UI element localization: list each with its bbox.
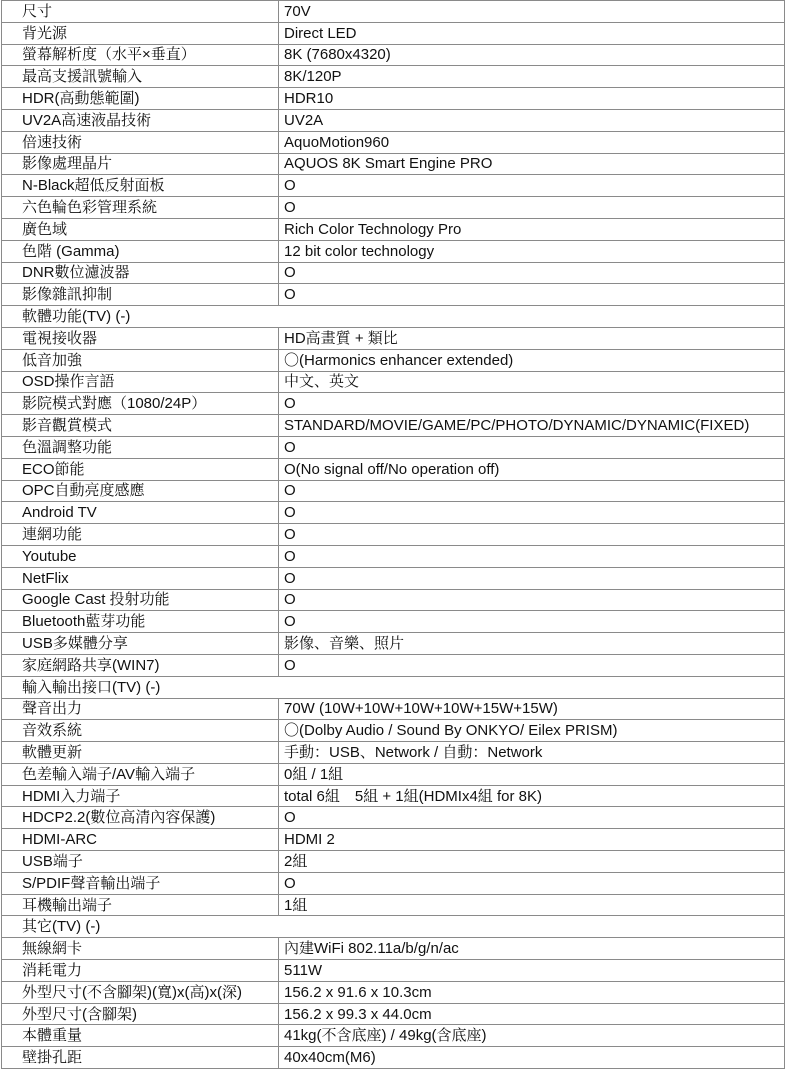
spec-name: 家庭網路共享(WIN7) <box>2 654 279 676</box>
spec-value: O(No signal off/No operation off) <box>279 458 785 480</box>
spec-name: 軟體更新 <box>2 742 279 764</box>
spec-value: O <box>279 807 785 829</box>
spec-value: 影像、音樂、照片 <box>279 633 785 655</box>
spec-value: AQUOS 8K Smart Engine PRO <box>279 153 785 175</box>
spec-name: HDCP2.2(數位高清內容保護) <box>2 807 279 829</box>
spec-name: USB多媒體分享 <box>2 633 279 655</box>
spec-value: 511W <box>279 960 785 982</box>
spec-name: 外型尺寸(不含腳架)(寬)x(高)x(深) <box>2 981 279 1003</box>
spec-row <box>2 894 785 916</box>
spec-row <box>2 633 785 655</box>
spec-name: 音效系統 <box>2 720 279 742</box>
spec-value: 2組 <box>279 851 785 873</box>
spec-row <box>2 22 785 44</box>
spec-name: 外型尺寸(含腳架) <box>2 1003 279 1025</box>
spec-value: 8K (7680x4320) <box>279 44 785 66</box>
spec-value: O <box>279 872 785 894</box>
spec-name: 影像處理晶片 <box>2 153 279 175</box>
spec-name: 倍速技術 <box>2 131 279 153</box>
spec-row <box>2 807 785 829</box>
spec-row <box>2 88 785 110</box>
spec-value: 手動：USB、Network / 自動：Network <box>279 742 785 764</box>
spec-value: O <box>279 262 785 284</box>
spec-value: 70W (10W+10W+10W+10W+15W+15W) <box>279 698 785 720</box>
spec-row <box>2 284 785 306</box>
spec-row <box>2 1047 785 1069</box>
spec-row <box>2 567 785 589</box>
spec-name: 低音加強 <box>2 349 279 371</box>
spec-value: O <box>279 567 785 589</box>
spec-name: 色階 (Gamma) <box>2 240 279 262</box>
spec-name: 無線網卡 <box>2 938 279 960</box>
section-header-row <box>2 676 785 698</box>
spec-value: O <box>279 611 785 633</box>
spec-value: 〇(Harmonics enhancer extended) <box>279 349 785 371</box>
spec-name: OSD操作言語 <box>2 371 279 393</box>
spec-row <box>2 371 785 393</box>
spec-row <box>2 654 785 676</box>
section-title: 軟體功能(TV) (-) <box>2 306 785 328</box>
section-header-row <box>2 916 785 938</box>
spec-name: 消耗電力 <box>2 960 279 982</box>
spec-name: HDMI入力端子 <box>2 785 279 807</box>
spec-name: Google Cast 投射功能 <box>2 589 279 611</box>
spec-row <box>2 502 785 524</box>
spec-row <box>2 349 785 371</box>
spec-name: 螢幕解析度（水平×垂直） <box>2 44 279 66</box>
spec-name: 廣色域 <box>2 218 279 240</box>
spec-value: O <box>279 502 785 524</box>
spec-value: O <box>279 654 785 676</box>
spec-name: 尺寸 <box>2 1 279 23</box>
spec-value: 內建WiFi 802.11a/b/g/n/ac <box>279 938 785 960</box>
spec-row <box>2 872 785 894</box>
spec-value: 41kg(不含底座) / 49kg(含底座) <box>279 1025 785 1047</box>
spec-row <box>2 197 785 219</box>
spec-name: 耳機輸出端子 <box>2 894 279 916</box>
spec-row <box>2 698 785 720</box>
spec-name: N-Black超低反射面板 <box>2 175 279 197</box>
spec-table-body <box>2 1 785 1069</box>
spec-value: O <box>279 589 785 611</box>
spec-value: Direct LED <box>279 22 785 44</box>
spec-row <box>2 829 785 851</box>
spec-row <box>2 589 785 611</box>
section-header-row <box>2 306 785 328</box>
spec-row <box>2 218 785 240</box>
spec-value: UV2A <box>279 109 785 131</box>
spec-value: O <box>279 197 785 219</box>
spec-row <box>2 763 785 785</box>
spec-name: Android TV <box>2 502 279 524</box>
spec-row <box>2 131 785 153</box>
spec-name: 聲音出力 <box>2 698 279 720</box>
spec-row <box>2 1003 785 1025</box>
spec-name: HDR(高動態範圍) <box>2 88 279 110</box>
spec-name: 影音觀賞模式 <box>2 415 279 437</box>
spec-value: O <box>279 393 785 415</box>
spec-name: UV2A高速液晶技術 <box>2 109 279 131</box>
spec-name: 六色輪色彩管理系統 <box>2 197 279 219</box>
spec-row <box>2 524 785 546</box>
spec-name: 電視接收器 <box>2 327 279 349</box>
spec-value: O <box>279 480 785 502</box>
spec-value: 〇(Dolby Audio / Sound By ONKYO/ Eilex PRISM) <box>279 720 785 742</box>
spec-row <box>2 327 785 349</box>
spec-row <box>2 44 785 66</box>
spec-row <box>2 742 785 764</box>
spec-name: 最高支援訊號輸入 <box>2 66 279 88</box>
spec-row <box>2 393 785 415</box>
spec-name: 影院模式對應（1080/24P） <box>2 393 279 415</box>
spec-row <box>2 436 785 458</box>
spec-name: OPC自動亮度感應 <box>2 480 279 502</box>
spec-value: 70V <box>279 1 785 23</box>
spec-name: 壁掛孔距 <box>2 1047 279 1069</box>
spec-value: O <box>279 175 785 197</box>
spec-row <box>2 480 785 502</box>
spec-value: STANDARD/MOVIE/GAME/PC/PHOTO/DYNAMIC/DYNAMIC(FIXED) <box>279 415 785 437</box>
spec-row <box>2 175 785 197</box>
spec-name: USB端子 <box>2 851 279 873</box>
spec-name: 背光源 <box>2 22 279 44</box>
spec-value: 156.2 x 91.6 x 10.3cm <box>279 981 785 1003</box>
spec-value: HDMI 2 <box>279 829 785 851</box>
spec-row <box>2 960 785 982</box>
spec-value: 8K/120P <box>279 66 785 88</box>
spec-name: Bluetooth藍芽功能 <box>2 611 279 633</box>
spec-value: Rich Color Technology Pro <box>279 218 785 240</box>
spec-value: O <box>279 545 785 567</box>
spec-row <box>2 785 785 807</box>
spec-value: 12 bit color technology <box>279 240 785 262</box>
spec-value: 0組 / 1組 <box>279 763 785 785</box>
spec-row <box>2 240 785 262</box>
section-title: 輸入輸出接口(TV) (-) <box>2 676 785 698</box>
spec-value: HDR10 <box>279 88 785 110</box>
spec-name: NetFlix <box>2 567 279 589</box>
spec-value: total 6組 5組 + 1組(HDMIx4組 for 8K) <box>279 785 785 807</box>
spec-value: 中文、英文 <box>279 371 785 393</box>
spec-name: 連網功能 <box>2 524 279 546</box>
spec-row <box>2 109 785 131</box>
spec-row <box>2 1 785 23</box>
spec-name: 本體重量 <box>2 1025 279 1047</box>
spec-row <box>2 851 785 873</box>
spec-row <box>2 611 785 633</box>
spec-row <box>2 415 785 437</box>
spec-name: 色溫調整功能 <box>2 436 279 458</box>
spec-value: 156.2 x 99.3 x 44.0cm <box>279 1003 785 1025</box>
spec-row <box>2 938 785 960</box>
spec-value: O <box>279 436 785 458</box>
spec-name: S/PDIF聲音輸出端子 <box>2 872 279 894</box>
spec-row <box>2 981 785 1003</box>
spec-name: Youtube <box>2 545 279 567</box>
spec-row <box>2 545 785 567</box>
spec-name: HDMI-ARC <box>2 829 279 851</box>
spec-value: O <box>279 524 785 546</box>
spec-value: 1組 <box>279 894 785 916</box>
spec-name: DNR數位濾波器 <box>2 262 279 284</box>
spec-row <box>2 1025 785 1047</box>
spec-value: 40x40cm(M6) <box>279 1047 785 1069</box>
spec-value: HD高畫質 + 類比 <box>279 327 785 349</box>
spec-row <box>2 458 785 480</box>
spec-row <box>2 720 785 742</box>
spec-table <box>1 0 785 1069</box>
spec-value: O <box>279 284 785 306</box>
spec-row <box>2 262 785 284</box>
spec-row <box>2 66 785 88</box>
spec-name: 影像雜訊抑制 <box>2 284 279 306</box>
spec-value: AquoMotion960 <box>279 131 785 153</box>
spec-name: ECO節能 <box>2 458 279 480</box>
spec-row <box>2 153 785 175</box>
section-title: 其它(TV) (-) <box>2 916 785 938</box>
spec-name: 色差輸入端子/AV輸入端子 <box>2 763 279 785</box>
